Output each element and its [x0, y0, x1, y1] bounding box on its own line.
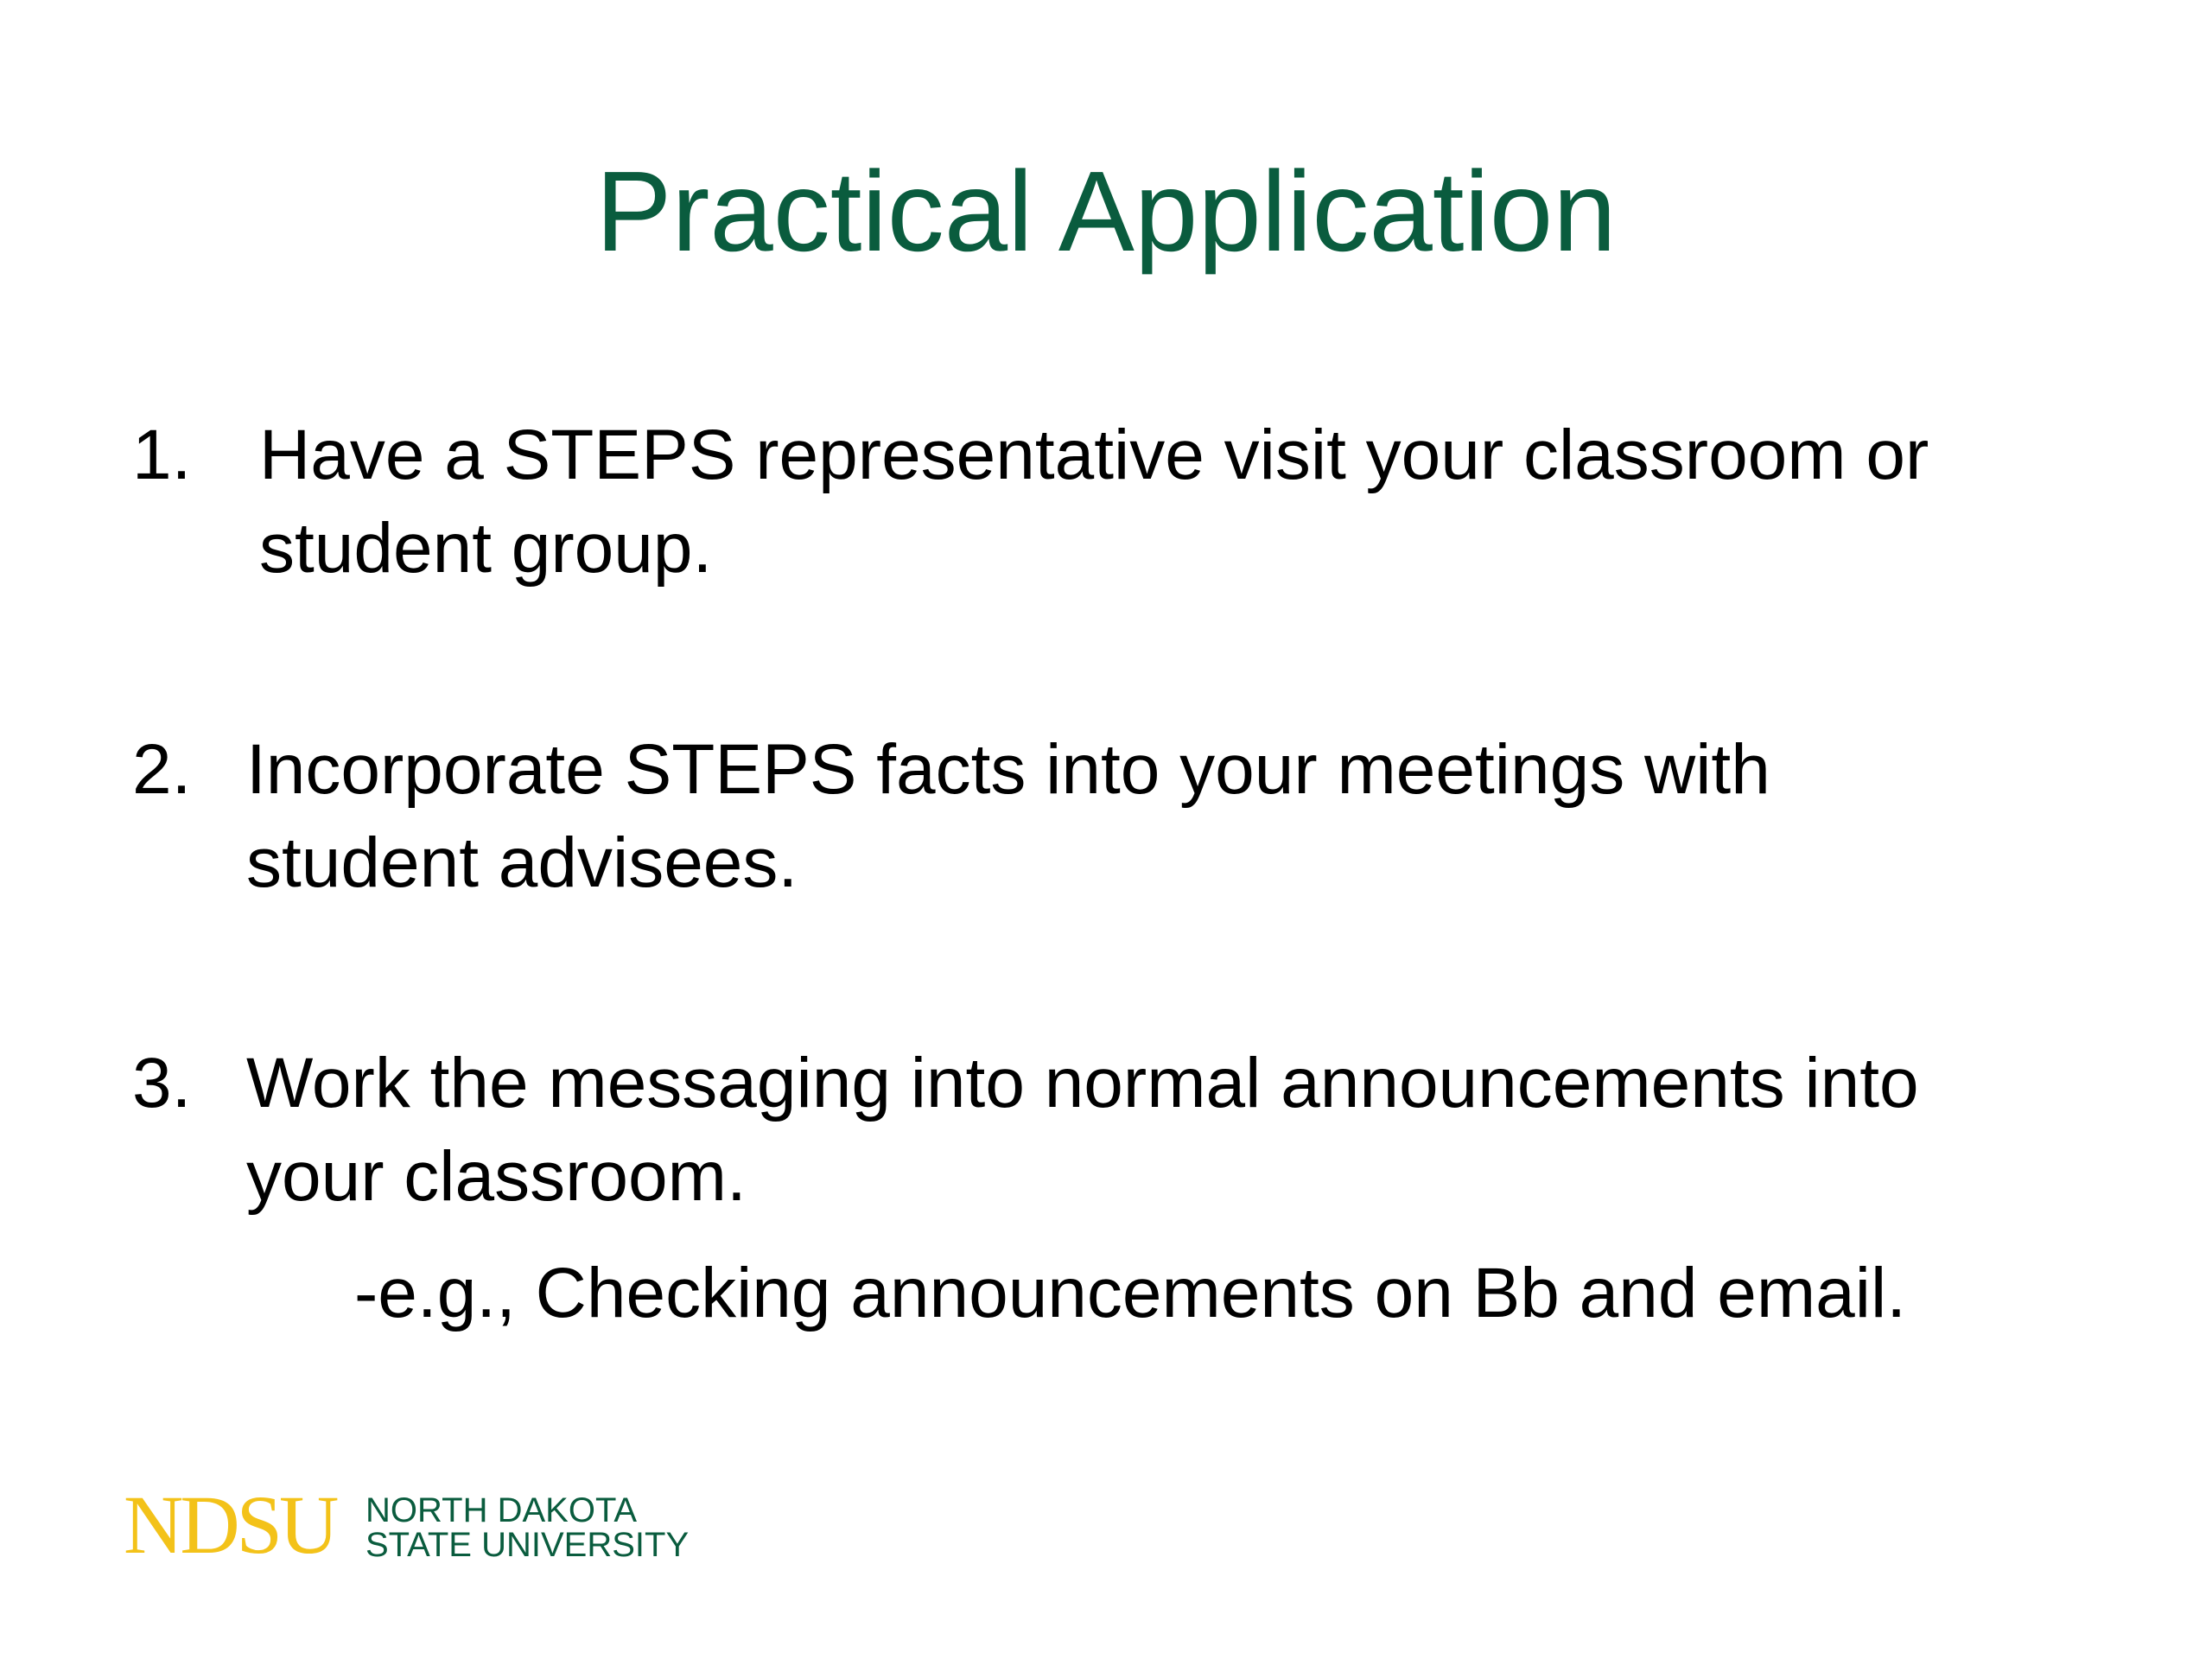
list-item-text: [259, 409, 1929, 595]
list-item-number: 2.: [132, 730, 192, 809]
list-item-line: Work the messaging into normal announcements into: [246, 1044, 1919, 1122]
list-item-number: 1.: [132, 416, 192, 494]
logo-mark: NDSU: [124, 1478, 336, 1571]
list-item-text: [246, 1037, 1919, 1224]
list-item-line: Incorporate STEPS facts into your meetings with: [246, 730, 1770, 809]
logo-line-2: STATE UNIVERSITY: [365, 1526, 690, 1564]
list-item-line: Have a STEPS representative visit your classroom or: [259, 416, 1929, 494]
example-note: -e.g., Checking announcements on Bb and email.: [354, 1254, 1906, 1332]
list-item-text: [246, 723, 1770, 910]
list-item-number: 3.: [132, 1044, 192, 1122]
list-item-line: student group.: [259, 509, 713, 588]
list-item-line: student advisees.: [246, 823, 798, 902]
logo-wordmark: [365, 1493, 689, 1562]
logo-line-1: NORTH DAKOTA: [365, 1491, 638, 1529]
list-item-line: your classroom.: [246, 1137, 747, 1216]
slide-title: Practical Application: [595, 148, 1617, 275]
